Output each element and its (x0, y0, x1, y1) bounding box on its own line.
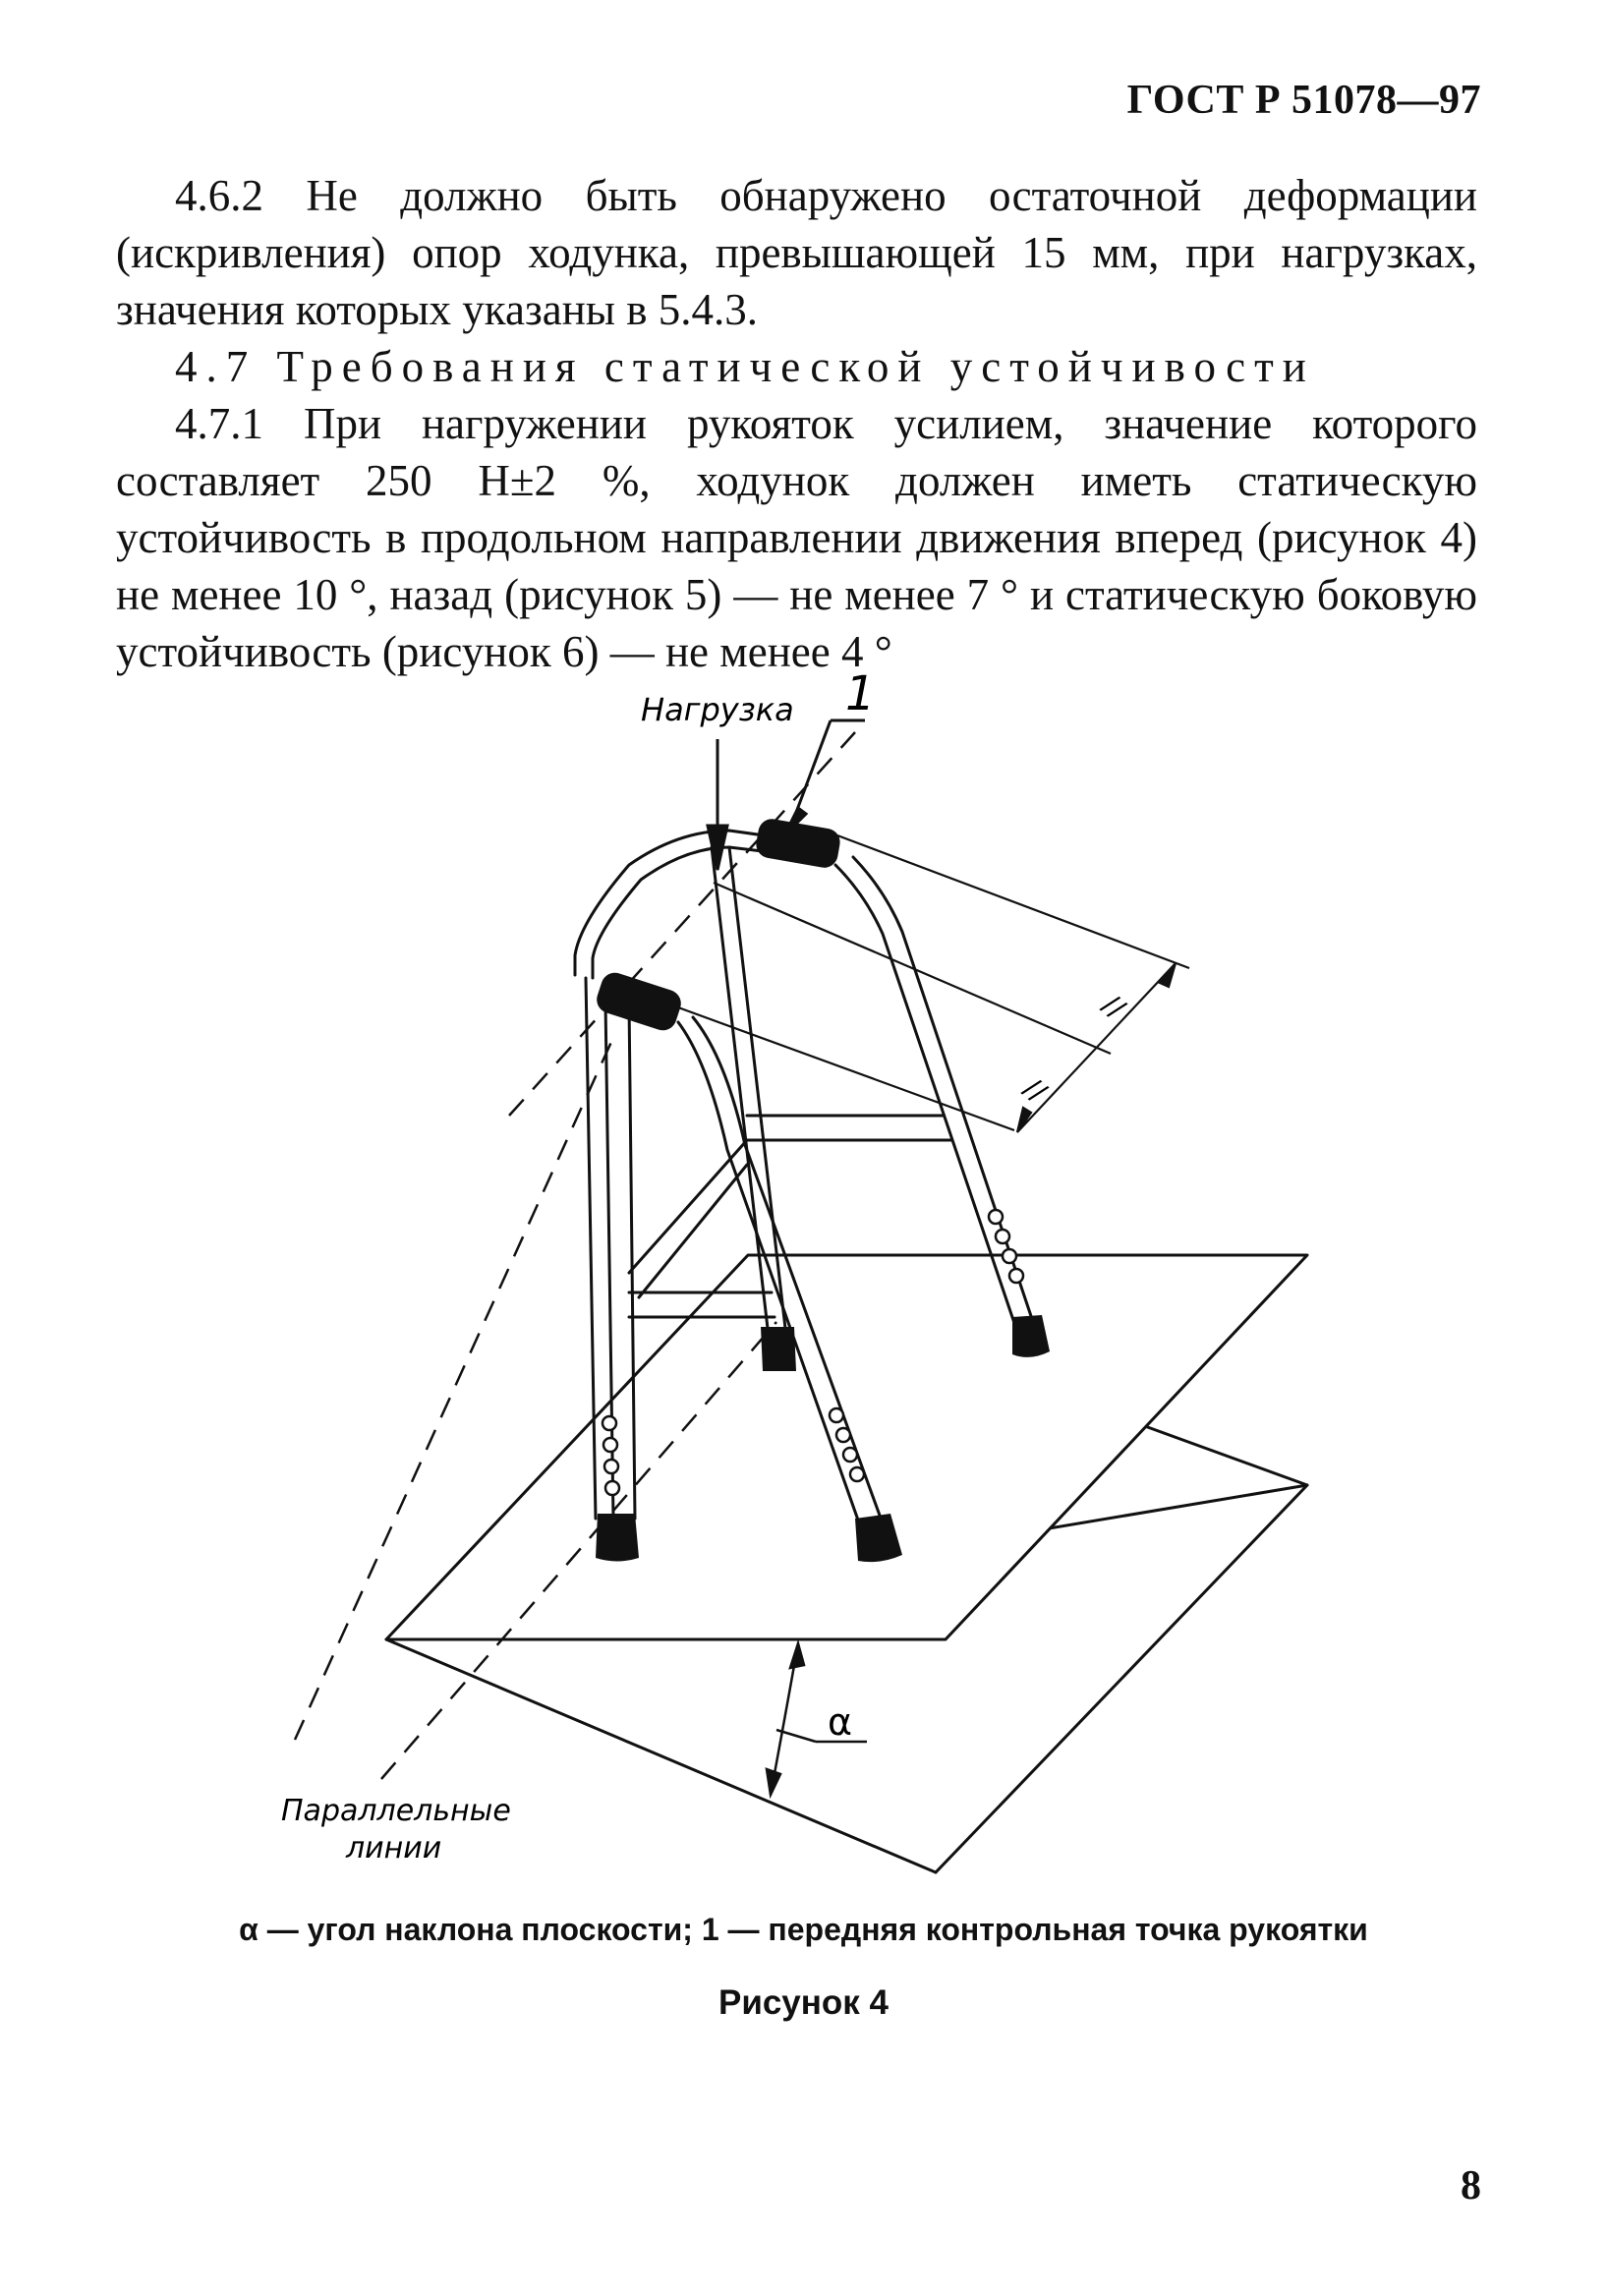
equal-mark-upper: // (1096, 988, 1132, 1025)
tilted-plane (386, 1255, 1307, 1639)
figure-legend: α — угол наклона плоскости; 1 — передняя контрольная точка рукоятки (239, 1912, 1368, 1947)
page-number: 8 (1461, 2163, 1481, 2209)
section-heading-4-7: 4.7 Требования статической устойчивости (175, 342, 1315, 391)
walker-stability-figure (0, 629, 1607, 1907)
body-text (116, 167, 1477, 680)
parallel-lines-label-line2: линии (346, 1831, 442, 1866)
load-label: Нагрузка (641, 691, 794, 728)
angle-label: α (828, 1700, 853, 1744)
figure-title: Рисунок 4 (717, 1983, 890, 2022)
paragraph-4-7-1: 4.7.1 При нагружении рукояток усилием, значение которого составляет 250 Н±2 %, ходунок должен иметь статическую устойчивость в продольном направлении движения вперед (рисунок 4) не менее 10 °, назад (рисунок 5) — не менее 7 ° и статическую боковую устойчивость (рисунок 6) — не менее 4 ° (116, 399, 1477, 676)
document-code: ГОСТ Р 51078—97 (1126, 78, 1481, 123)
reference-point-label: 1 (845, 666, 876, 721)
reference-point-leader (784, 720, 865, 835)
paragraph-4-6-2: 4.6.2 Не должно быть обнаружено остаточной деформации (искривления) опор ходунка, превышающей 15 мм, при нагрузках, значения которых указаны в 5.4.3. (116, 171, 1477, 334)
parallel-lines-label-line1: Параллельные (281, 1794, 511, 1828)
equal-mark-lower: // (1017, 1071, 1054, 1109)
